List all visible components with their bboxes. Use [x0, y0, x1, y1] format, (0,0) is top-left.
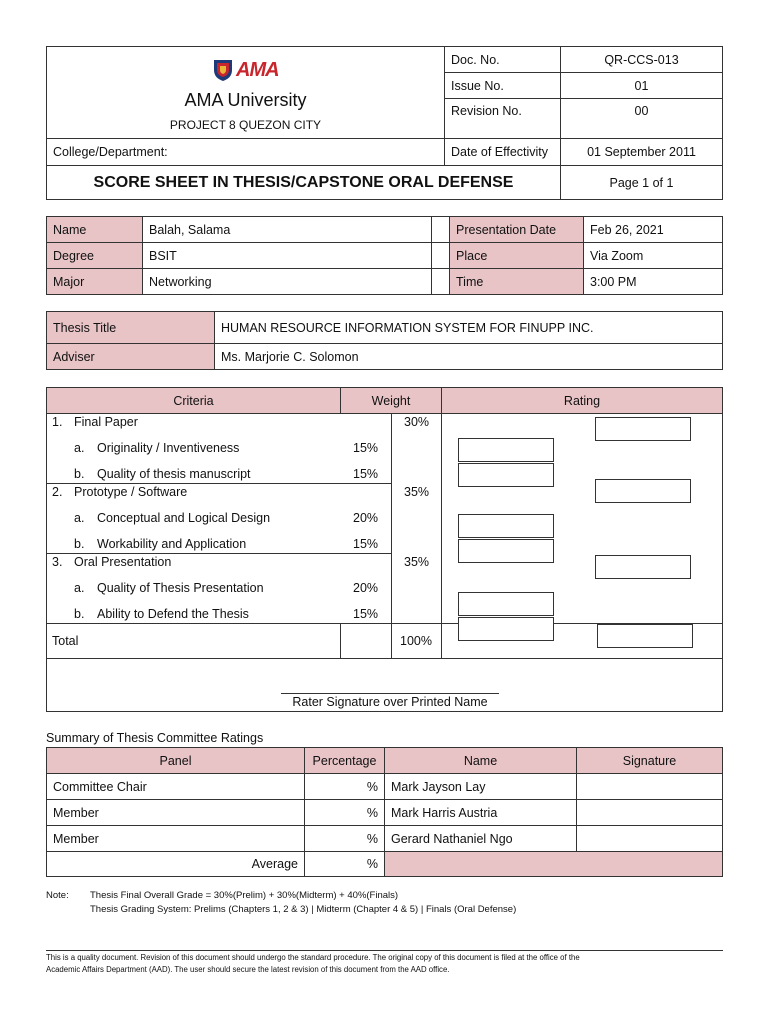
- criteria-item-label: Quality of thesis manuscript: [97, 467, 251, 481]
- criteria-item-label: Conceptual and Logical Design: [97, 511, 271, 525]
- doc-no-label: Doc. No.: [444, 46, 561, 73]
- criteria-group-label: Final Paper: [74, 415, 138, 429]
- criteria-group-number: 3.: [52, 555, 63, 569]
- ama-logo: [212, 58, 282, 82]
- row-divider: [46, 483, 392, 484]
- criteria-group-label: Prototype / Software: [74, 485, 188, 499]
- criteria-item-weight: 15%: [353, 467, 379, 481]
- effectivity-value: 01 September 2011: [560, 138, 723, 166]
- summary-panel: Committee Chair: [46, 773, 305, 800]
- thesis-title-label: Thesis Title: [46, 311, 215, 344]
- signature-header: Signature: [576, 747, 723, 774]
- rating-input-manuscript[interactable]: [458, 463, 554, 487]
- adviser-label: Adviser: [46, 343, 215, 370]
- university-name: AMA University: [184, 90, 307, 110]
- date-label: Presentation Date: [449, 216, 584, 243]
- criteria-item-letter: b.: [74, 607, 85, 621]
- criteria-item-label: Ability to Defend the Thesis: [97, 607, 249, 621]
- time-value: 3:00 PM: [583, 268, 723, 295]
- total-weight: 100%: [400, 634, 432, 648]
- summary-percentage[interactable]: %: [304, 799, 385, 826]
- criteria-item-letter: b.: [74, 537, 85, 551]
- criteria-item-letter: a.: [74, 511, 85, 525]
- summary-panel: Member: [46, 799, 305, 826]
- note-line-1: Thesis Final Overall Grade = 30%(Prelim) + 30%(Midterm) + 40%(Finals): [90, 890, 399, 901]
- criteria-group-label: Oral Presentation: [74, 555, 172, 569]
- college-label: College/Department:: [46, 138, 445, 166]
- rating-input-group-2[interactable]: [595, 479, 691, 503]
- page-title: SCORE SHEET IN THESIS/CAPSTONE ORAL DEFENSE: [46, 165, 561, 200]
- criteria-header: Criteria: [46, 387, 341, 414]
- average-filler: [384, 851, 723, 877]
- revision-no-value: 00: [560, 98, 723, 139]
- name-label: Name: [46, 216, 143, 243]
- average-percentage[interactable]: %: [304, 851, 385, 877]
- criteria-group-weight: 35%: [404, 485, 430, 499]
- criteria-item-label: Originality / Inventiveness: [97, 441, 240, 455]
- summary-name: Mark Jayson Lay: [384, 773, 577, 800]
- name-value: Balah, Salama: [142, 216, 432, 243]
- weight-header: Weight: [340, 387, 442, 414]
- doc-no-value: QR-CCS-013: [560, 46, 723, 73]
- rating-input-defend[interactable]: [458, 617, 554, 641]
- major-label: Major: [46, 268, 143, 295]
- spacer-cell: [431, 216, 450, 243]
- place-label: Place: [449, 242, 584, 269]
- criteria-group-weight: 30%: [404, 415, 430, 429]
- issue-no-value: 01: [560, 72, 723, 99]
- col-divider: [340, 623, 341, 659]
- adviser-value: Ms. Marjorie C. Solomon: [214, 343, 723, 370]
- shield-icon: [212, 58, 234, 82]
- issue-no-label: Issue No.: [444, 72, 561, 99]
- rating-input-group-3[interactable]: [595, 555, 691, 579]
- summary-percentage[interactable]: %: [304, 773, 385, 800]
- thesis-title-value: HUMAN RESOURCE INFORMATION SYSTEM FOR FINUPP INC.: [214, 311, 723, 344]
- summary-name: Gerard Nathaniel Ngo: [384, 825, 577, 852]
- campus-name: PROJECT 8 QUEZON CITY: [169, 118, 322, 132]
- criteria-item-weight: 20%: [353, 511, 379, 525]
- rating-input-presentation[interactable]: [458, 592, 554, 616]
- footer-divider: [46, 950, 723, 951]
- logo-text: AMA: [236, 58, 279, 81]
- summary-signature[interactable]: [576, 773, 723, 800]
- place-value: Via Zoom: [583, 242, 723, 269]
- rating-input-group-1[interactable]: [595, 417, 691, 441]
- footer-line-1: This is a quality document. Revision of this document should undergo the standard procedure. The original copy of this document is filed at the office of the: [46, 953, 580, 962]
- rater-signature-label: Rater Signature over Printed Name: [292, 695, 488, 709]
- spacer-cell: [431, 242, 450, 269]
- time-label: Time: [449, 268, 584, 295]
- degree-value: BSIT: [142, 242, 432, 269]
- criteria-item-label: Quality of Thesis Presentation: [97, 581, 264, 595]
- rater-signature-line: [281, 693, 499, 694]
- average-label: Average: [46, 851, 305, 877]
- summary-percentage[interactable]: %: [304, 825, 385, 852]
- criteria-item-letter: a.: [74, 441, 85, 455]
- criteria-item-weight: 15%: [353, 607, 379, 621]
- criteria-item-letter: b.: [74, 467, 85, 481]
- summary-panel: Member: [46, 825, 305, 852]
- note-label: Note:: [46, 890, 69, 901]
- criteria-item-letter: a.: [74, 581, 85, 595]
- effectivity-label: Date of Effectivity: [444, 138, 561, 166]
- row-divider: [46, 553, 392, 554]
- major-value: Networking: [142, 268, 432, 295]
- page-number: Page 1 of 1: [560, 165, 723, 200]
- summary-signature[interactable]: [576, 799, 723, 826]
- summary-name: Mark Harris Austria: [384, 799, 577, 826]
- criteria-item-weight: 15%: [353, 441, 379, 455]
- criteria-group-number: 2.: [52, 485, 63, 499]
- rating-header: Rating: [441, 387, 723, 414]
- panel-header: Panel: [46, 747, 305, 774]
- degree-label: Degree: [46, 242, 143, 269]
- revision-no-label: Revision No.: [444, 98, 561, 139]
- criteria-item-weight: 15%: [353, 537, 379, 551]
- criteria-group-number: 1.: [52, 415, 63, 429]
- date-value: Feb 26, 2021: [583, 216, 723, 243]
- criteria-group-weight: 35%: [404, 555, 430, 569]
- footer-line-2: Academic Affairs Department (AAD). The user should secure the latest revision of this document from the AAD office.: [46, 965, 450, 974]
- row-divider: [46, 658, 723, 659]
- criteria-item-label: Workability and Application: [97, 537, 247, 551]
- spacer-cell: [431, 268, 450, 295]
- note-line-2: Thesis Grading System: Prelims (Chapters 1, 2 & 3) | Midterm (Chapter 4 & 5) | Finals (Oral Defense): [90, 904, 517, 915]
- name-header: Name: [384, 747, 577, 774]
- total-label: Total: [52, 634, 79, 648]
- percentage-header: Percentage: [304, 747, 385, 774]
- rating-input-total[interactable]: [597, 624, 693, 648]
- summary-signature[interactable]: [576, 825, 723, 852]
- criteria-item-weight: 20%: [353, 581, 379, 595]
- rating-input-originality[interactable]: [458, 438, 554, 462]
- summary-heading: Summary of Thesis Committee Ratings: [46, 731, 264, 745]
- rating-input-workability[interactable]: [458, 539, 554, 563]
- rating-input-design[interactable]: [458, 514, 554, 538]
